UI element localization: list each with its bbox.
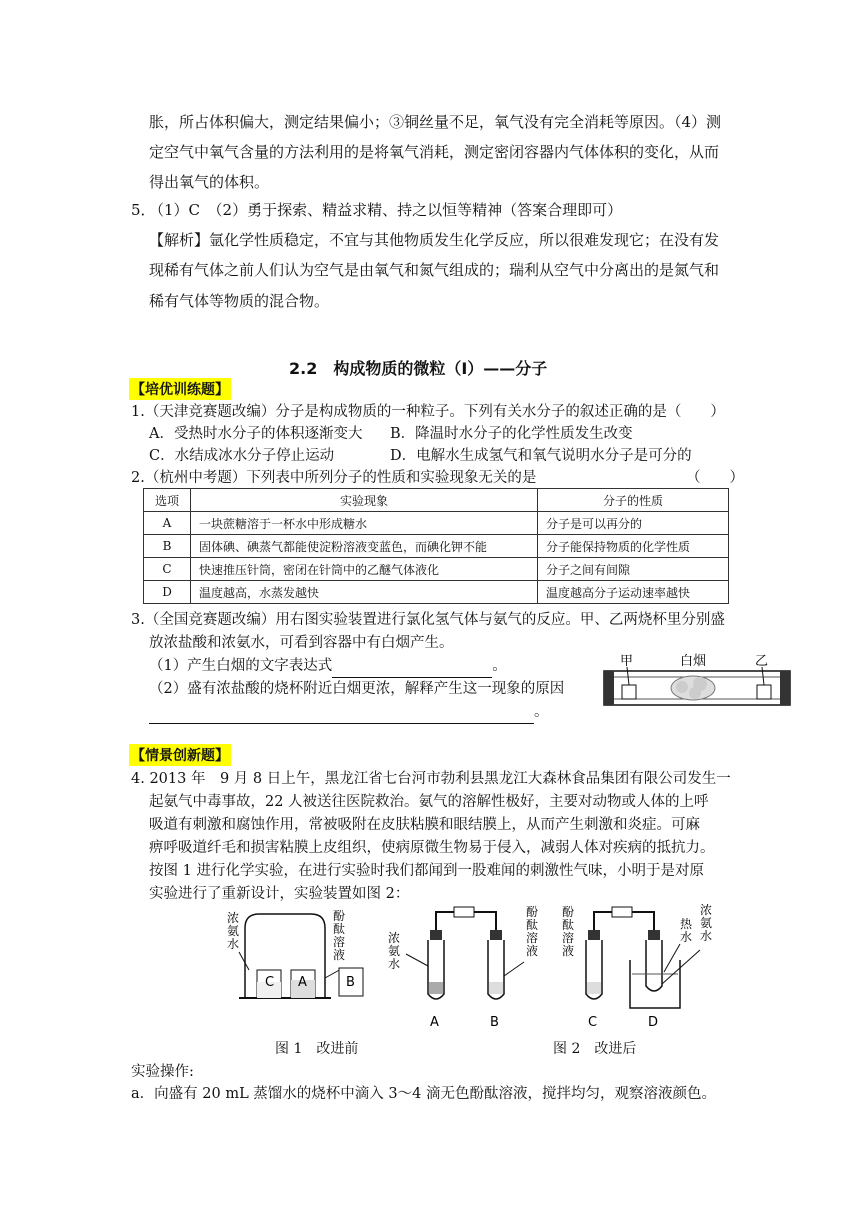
fig-char: 水 — [680, 930, 693, 944]
tube-d-label: D — [648, 1015, 659, 1030]
fig-char: 溶 — [333, 935, 346, 949]
fig-char: 酚 — [333, 909, 346, 923]
question-line: 实验进行了重新设计，实验装置如图 2： — [149, 886, 410, 902]
table-row — [144, 558, 729, 581]
table-cell: A — [144, 512, 191, 535]
fig-char: 水 — [700, 929, 713, 943]
analysis-line: 稀有气体等物质的混合物。 — [149, 292, 330, 310]
fig-char: 液 — [333, 948, 346, 962]
fig-char: 氨 — [388, 944, 401, 958]
smoke-tube-figure — [600, 645, 795, 715]
table-cell: 分子是可以再分的 — [538, 512, 729, 535]
tube-c-label: C — [588, 1015, 598, 1030]
fig-char: 酚 — [526, 905, 539, 919]
fig-char: 氨 — [700, 916, 713, 930]
section-tag: 【培优训练题】 — [129, 378, 231, 400]
table-row — [144, 512, 729, 535]
figure-2-label-hot-water — [680, 916, 693, 944]
table-cell: 分子能保持物质的化学性质 — [538, 535, 729, 558]
figure-label-yi: 乙 — [755, 654, 769, 669]
operation-title: 实验操作: — [131, 1064, 194, 1080]
subquestion-text: （1）产生白烟的文字表达式 — [149, 658, 333, 674]
table-cell: 固体碘、碘蒸气都能使淀粉溶液变蓝色，而碘化钾不能 — [191, 535, 538, 558]
answer-paren: （ ） — [686, 470, 744, 486]
table-cell: B — [144, 535, 191, 558]
fig-char: 浓 — [388, 931, 401, 945]
fig-char: 酞 — [562, 918, 575, 932]
figure-1-apparatus — [225, 908, 385, 1008]
subquestion-2: （2）盛有浓盐酸的烧杯附近白烟更浓，解释产生这一现象的原因 — [149, 681, 565, 697]
option-a: A．受热时水分子的体积逐渐变大 — [149, 426, 363, 442]
answer-blank-line — [149, 701, 549, 724]
answer-line: 得出氧气的体积。 — [149, 173, 270, 191]
question-line: 痹呼吸道纤毛和损害粘膜上皮组织，使病原微生物易于侵入，减弱人体对疾病的抵抗力。 — [149, 840, 715, 856]
figure-2-tubes-cd — [560, 904, 725, 1034]
fig-char: 液 — [526, 944, 539, 958]
question-stem: 2.（杭州中考题）下列表中所列分子的性质和实验现象无关的是 — [131, 470, 537, 486]
subquestion-1 — [149, 655, 507, 678]
property-table — [143, 488, 729, 604]
figure-2-label-ammonia-2 — [700, 904, 712, 943]
option-b: B．降温时水分子的化学性质发生改变 — [390, 426, 633, 442]
section-title: 2.2 构成物质的微粒（Ⅰ）——分子 — [289, 359, 548, 378]
fig-char: 溶 — [562, 931, 575, 945]
tube-b-label: B — [490, 1015, 499, 1030]
table-cell: 温度越高，水蒸发越快 — [191, 581, 538, 604]
fig-char: 酚 — [562, 905, 575, 919]
option-d: D．电解水生成氢气和氧气说明水分子是可分的 — [390, 448, 692, 464]
fig-char: 氨 — [227, 924, 240, 938]
figure-2-label-ammonia — [388, 931, 400, 971]
table-cell: 快速推压针筒，密闭在针筒中的乙醚气体液化 — [191, 558, 538, 581]
figure-2-label-phenolphthalein — [526, 905, 538, 958]
table-header: 分子的性质 — [538, 489, 729, 512]
beaker-a-label: A — [298, 975, 307, 990]
fig-char: 酞 — [333, 922, 346, 936]
question-line: 按图 1 进行化学实验，在进行实验时我们都闻到一股难闻的刺激性气味，小明于是对原 — [149, 863, 704, 879]
fig-char: 水 — [388, 957, 401, 971]
table-row — [144, 535, 729, 558]
section-tag: 【情景创新题】 — [129, 744, 231, 766]
answer-blank[interactable] — [332, 655, 492, 678]
fig-char: 酞 — [526, 918, 539, 932]
figure-label-jia: 甲 — [620, 654, 634, 669]
fig-char: 溶 — [526, 931, 539, 945]
option-c: C．水结成冰水分子停止运动 — [149, 448, 335, 464]
fig-char: 水 — [227, 937, 240, 951]
table-header: 选项 — [144, 489, 191, 512]
answer-number: 5． — [131, 201, 156, 219]
table-row — [144, 581, 729, 604]
beaker-c-label: C — [265, 975, 275, 990]
fig-char: 浓 — [700, 904, 713, 917]
table-cell: 温度越高分子运动速率越快 — [538, 581, 729, 604]
question-stem: 1.（天津竞赛题改编）分子是构成物质的一种粒子。下列有关水分子的叙述正确的是（ ） — [131, 404, 725, 420]
fig-char: 浓 — [227, 911, 240, 925]
subquestion-end: 。 — [492, 658, 507, 674]
figure-1-caption: 图 1 改进前 — [275, 1041, 359, 1057]
tube-a-label: A — [430, 1015, 439, 1030]
table-cell: D — [144, 581, 191, 604]
table-cell: C — [144, 558, 191, 581]
answer-blank[interactable] — [149, 701, 534, 724]
table-cell: 分子之间有间隙 — [538, 558, 729, 581]
figure-2-label-phenolphthalein-2 — [562, 905, 574, 958]
fig-char: 热 — [680, 917, 693, 931]
question-stem: 4. 2013 年 9 月 8 日上午，黑龙江省七台河市勃利县黑龙江大森林食品集团有限公司发生一 — [131, 771, 731, 787]
analysis-line: 现稀有气体之前人们认为空气是由氧气和氮气组成的；瑞利从空气中分离出的是氮气和 — [149, 261, 720, 279]
answer-line: 定空气中氧气含量的方法利用的是将氧气消耗，测定密闭容器内气体体积的变化，从而 — [149, 143, 720, 161]
question-line: 吸道有刺激和腐蚀作用，常被吸附在皮肤粘膜和眼结膜上，从而产生刺激和炎症。可麻 — [149, 817, 700, 833]
operation-step-a: a．向盛有 20 mL 蒸馏水的烧杯中滴入 3～4 滴无色酚酞溶液，搅拌均匀，观察溶液颜色。 — [131, 1086, 716, 1102]
beaker-b-label: B — [346, 975, 355, 990]
figure-label-smoke: 白烟 — [680, 654, 707, 669]
question-line: 放浓盐酸和浓氨水，可看到容器中有白烟产生。 — [149, 635, 454, 651]
fig-char: 液 — [562, 944, 575, 958]
figure-1-label-phenolphthalein — [333, 909, 345, 962]
subquestion-end: 。 — [534, 704, 549, 720]
figure-1-label-ammonia — [227, 911, 239, 951]
question-stem: 3.（全国竞赛题改编）用右图实验装置进行氯化氢气体与氨气的反应。甲、乙两烧杯里分别盛 — [131, 612, 725, 628]
answer-line: 胀，所占体积偏大，测定结果偏小；③铜丝量不足，氧气没有完全消耗等原因。（4）测 — [149, 113, 722, 131]
question-line: 起氨气中毒事故，22 人被送往医院救治。氨气的溶解性极好，主要对动物或人体的上呼 — [149, 794, 709, 810]
table-header-row — [144, 489, 729, 512]
answer-line: （1）C （2）勇于探索、精益求精、持之以恒等精神（答案合理即可） — [149, 201, 623, 219]
table-header: 实验现象 — [191, 489, 538, 512]
figure-2-tubes-ab — [384, 904, 554, 1034]
analysis-line: 【解析】氩化学性质稳定，不宜与其他物质发生化学反应，所以很难发现它；在没有发 — [149, 231, 720, 249]
table-cell: 一块蔗糖溶于一杯水中形成糖水 — [191, 512, 538, 535]
figure-2-caption: 图 2 改进后 — [553, 1041, 637, 1057]
